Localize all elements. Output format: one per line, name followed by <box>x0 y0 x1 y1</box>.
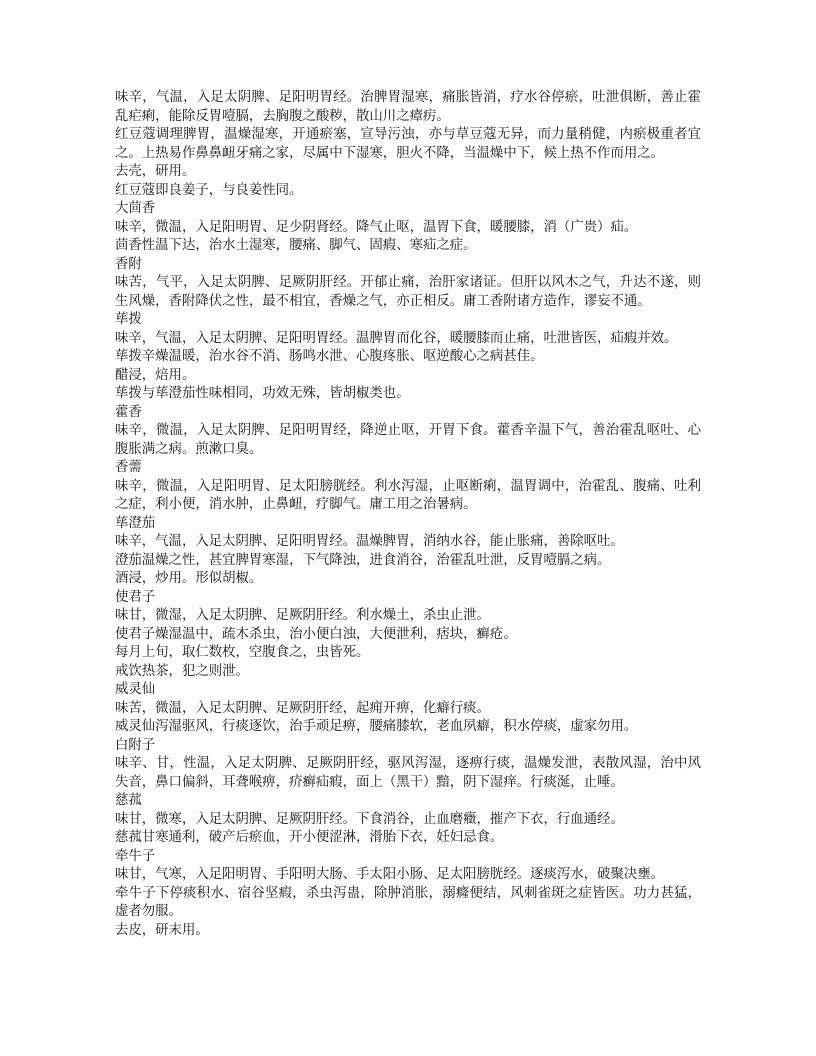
paragraph-hongdoukou-note: 红豆蔻即良姜子，与良姜性同。 <box>115 181 303 197</box>
paragraph-bichengqie-properties: 味辛，气温，入足太阴脾、足阳明胃经。温燥脾胃，消纳水谷，能止胀痛，善除呕吐。 <box>115 533 624 548</box>
paragraph-xiangru-properties: 味辛，微温，入足阳明胃、足太阳膀胱经。利水泻湿，止呕断痢，温胃调中，治霍乱、腹痛、吐利之症，利小便，消水肿，止鼻衄，疗脚气。庸工用之治暑病。 <box>115 477 701 511</box>
heading-xiang-fu: 香附 <box>115 255 142 271</box>
paragraph-shijunzi-usage: 每月上旬，取仁数枚，空腹食之，虫皆死。 <box>115 644 370 659</box>
paragraph-weilingxian-discussion: 威灵仙泻湿驱风，行痰逐饮，治手顽足痹，腰痛膝软，老血夙癖，积水停痰，虚家勿用。 <box>115 718 638 733</box>
paragraph-bichengqie-preparation: 酒浸，炒用。形似胡椒。 <box>115 570 263 585</box>
paragraph-huoxiang-properties: 味辛，微温，入足太阴脾、足阳明胃经，降逆止呕，开胃下食。藿香辛温下气，善治霍乱呕吐、心腹胀满之病。煎漱口臭。 <box>115 422 701 456</box>
text-body <box>115 88 701 939</box>
paragraph-xiangfu-properties: 味苦，气平，入足太阴脾、足厥阴肝经。开郁止痛，治肝家诸证。但肝以风木之气，升达不遂，则生风燥，香附降伏之性，最不相宜，香燥之气，亦正相反。庸工香附诸方造作，谬妄不通。 <box>115 274 701 308</box>
paragraph-shijunzi-caution: 戒饮热茶，犯之则泄。 <box>115 662 249 678</box>
paragraph-weilingxian-properties: 味苦，微温，入足太阴脾、足厥阴肝经，起痈开痹，化癖行痰。 <box>115 699 490 715</box>
paragraph-hongdoukou-preparation: 去壳，研用。 <box>115 163 196 178</box>
paragraph-bichengqie-discussion: 澄茄温燥之性，甚宜脾胃寒湿，下气降浊，进食消谷，治霍乱吐泄，反胃噎膈之病。 <box>115 551 611 567</box>
paragraph-qianniuzi-preparation: 去皮，研末用。 <box>115 921 209 937</box>
paragraph-baifuzi-properties: 味辛、甘，性温，入足太阴脾、足厥阴肝经，驱风泻湿，逐痹行痰，温燥发泄，表散风湿，治中风失音，鼻口偏斜，耳聋喉痹，疥癣疝瘕，面上（黑干）黯，阴下湿痒。行痰涎，止唾。 <box>115 755 701 789</box>
paragraph-cigu-discussion: 慈菰甘寒通利，破产后瘀血，开小便涩淋，滑胎下衣，妊妇忌食。 <box>115 829 504 844</box>
heading-wei-ling-xian: 威灵仙 <box>115 681 156 696</box>
heading-da-hui-xiang: 大茴香 <box>115 200 156 215</box>
paragraph-hongdoukou-discussion: 红豆蔻调理脾胃，温燥湿寒，开通瘀塞，宣导污浊，亦与草豆蔻无异，而力量稍健，内瘀极重者宜之。上热易作鼻鼻衄牙痛之家，尽属中下湿寒，胆火不降，当温燥中下，候上热不作而用之。 <box>115 126 701 160</box>
paragraph-bibo-properties: 味辛，气温，入足太阴脾、足阳明胃经。温脾胃而化谷，暖腰膝而止痛，吐泄皆医，疝瘕并效。 <box>115 329 678 345</box>
paragraph-bibo-note: 荜拨与荜澄茄性味相同，功效无殊，皆胡椒类也。 <box>115 385 410 400</box>
paragraph-qianniuzi-properties: 味甘，气寒，入足阳明胃、手阳明大肠、手太阳小肠、足太阳膀胱经。逐痰泻水，破聚决壅。 <box>115 866 665 881</box>
paragraph-hongdoukou-properties: 味辛，气温，入足太阴脾、足阳明胃经。治脾胃湿寒，痛胀皆消，疗水谷停瘀，吐泄俱断，善止霍乱疟痢，能除反胃噎膈，去胸腹之酸秽，散山川之瘴疠。 <box>115 89 701 123</box>
paragraph-bibo-preparation: 醋浸，焙用。 <box>115 366 196 382</box>
heading-shi-jun-zi: 使君子 <box>115 588 156 604</box>
paragraph-qianniuzi-discussion: 牵牛子下停痰积水、宿谷坚瘕，杀虫泻蛊，除肿消胀，溺癃便结，风刺雀斑之症皆医。功力甚猛，虚者勿服。 <box>115 884 701 918</box>
paragraph-cigu-properties: 味甘，微寒，入足太阴脾、足厥阴肝经。下食消谷，止血磨癥，摧产下衣，行血通经。 <box>115 810 624 826</box>
paragraph-dahuixiang-properties: 味辛，微温，入足阳明胃、足少阴肾经。降气止呕，温胃下食，暖腰膝，消（广贵）疝。 <box>115 218 638 234</box>
heading-bai-fu-zi: 白附子 <box>115 736 156 752</box>
heading-xiang-ru: 香薷 <box>115 459 142 474</box>
heading-ci-gu: 慈菰 <box>115 792 142 807</box>
paragraph-shijunzi-discussion: 使君子燥湿温中，疏木杀虫，治小便白浊，大便泄利，痞块，癣疮。 <box>115 625 517 641</box>
paragraph-dahuixiang-discussion: 茴香性温下达，治水土湿寒，腰痛、脚气、固瘕、寒疝之症。 <box>115 237 477 252</box>
heading-huo-xiang: 藿香 <box>115 403 142 419</box>
paragraph-shijunzi-properties: 味甘，微湿，入足太阴脾、足厥阴肝经。利水燥土，杀虫止泄。 <box>115 607 490 622</box>
heading-bi-cheng-qie: 荜澄茄 <box>115 514 156 530</box>
paragraph-bibo-discussion: 荜拨辛燥温暖，治水谷不消、肠鸣水泄、心腹疼胀、呕逆酸心之病甚佳。 <box>115 348 544 363</box>
heading-bi-bo: 荜拨 <box>115 311 142 326</box>
heading-qian-niu-zi: 牵牛子 <box>115 847 156 863</box>
